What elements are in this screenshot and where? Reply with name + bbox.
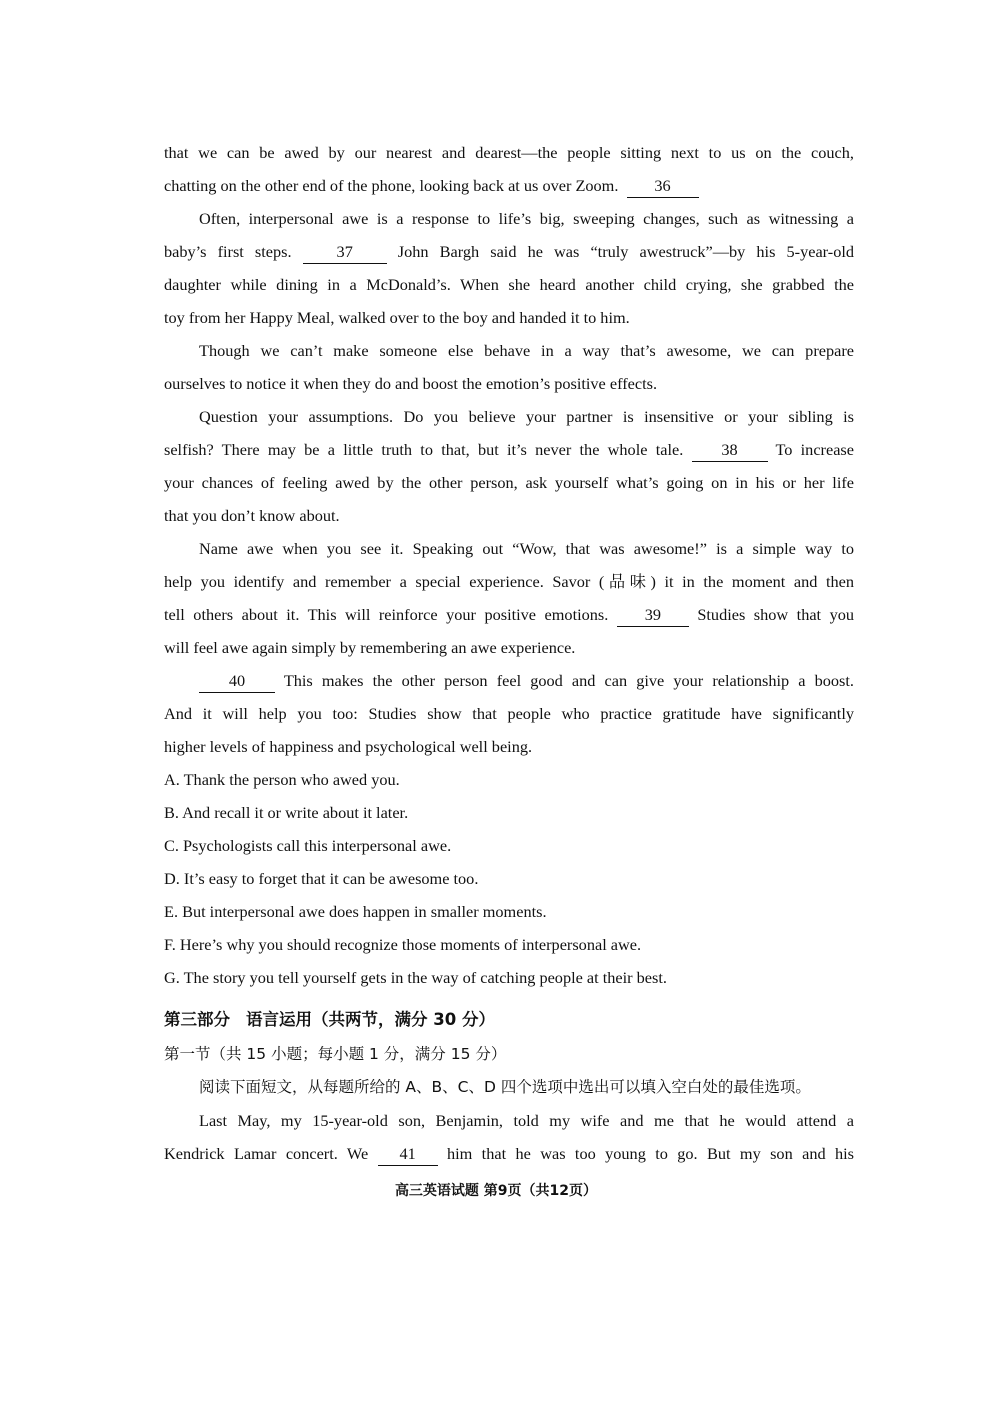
passage-line: higher levels of happiness and psychological well being. [164, 737, 533, 756]
passage-line: chatting on the other end of the phone, looking back at us over Zoom. 36 [164, 169, 854, 202]
passage-line: Name awe when you see it. Speaking out “Wow, that was awesome!” is a simple way to [199, 539, 854, 558]
blank-41[interactable]: 41 [378, 1143, 438, 1166]
section-heading: 第一节（共 15 小题；每小题 1 分，满分 15 分） [164, 1045, 507, 1063]
option-d: D. It’s easy to forget that it can be awesome too. [164, 869, 479, 888]
option-b: B. And recall it or write about it later. [164, 803, 409, 822]
option-f: F. Here’s why you should recognize those moments of interpersonal awe. [164, 935, 642, 954]
option-c: C. Psychologists call this interpersonal awe. [164, 836, 452, 855]
part-heading: 第三部分 语言运用（共两节，满分 30 分） [164, 1010, 495, 1029]
instruction-text: 阅读下面短文，从每题所给的 A、B、C、D 四个选项中选出可以填入空白处的最佳选项。 [199, 1078, 811, 1096]
passage-line: help you identify and remember a special experience. Savor (品味) it in the moment and then [164, 572, 854, 591]
passage-line: that we can be awed by our nearest and dearest—the people sitting next to us on the couch, [164, 143, 854, 162]
passage-line: Question your assumptions. Do you believe your partner is insensitive or your sibling is [199, 407, 854, 426]
passage-line: selfish? There may be a little truth to that, but it’s never the whole tale. 38 To increase [164, 433, 854, 466]
blank-39[interactable]: 39 [617, 604, 689, 627]
passage-line: daughter while dining in a McDonald’s. When she heard another child crying, she grabbed the [164, 275, 854, 294]
option-a: A. Thank the person who awed you. [164, 770, 400, 789]
option-e: E. But interpersonal awe does happen in smaller moments. [164, 902, 547, 921]
blank-37[interactable]: 37 [303, 241, 387, 264]
passage-line: ourselves to notice it when they do and boost the emotion’s positive effects. [164, 374, 658, 393]
passage-line: Though we can’t make someone else behave in a way that’s awesome, we can prepare [199, 341, 854, 360]
passage-line: Last May, my 15-year-old son, Benjamin, told my wife and me that he would attend a [199, 1111, 854, 1130]
blank-36[interactable]: 36 [627, 175, 699, 198]
page-footer: 高三英语试题 第9页（共12页） [394, 1183, 598, 1199]
passage-line: baby’s first steps. 37 John Bargh said he was “truly awestruck”—by his 5-year-old [164, 235, 854, 268]
passage-line: will feel awe again simply by remembering an awe experience. [164, 638, 576, 657]
blank-40[interactable]: 40 [199, 670, 275, 693]
passage-line: tell others about it. This will reinforce your positive emotions. 39 Studies show that you [164, 598, 854, 631]
exam-page [164, 136, 854, 1170]
passage-line: Kendrick Lamar concert. We 41 him that he was too young to go. But my son and his [164, 1137, 854, 1170]
passage-line: Often, interpersonal awe is a response to life’s big, sweeping changes, such as witnessing a [199, 209, 854, 228]
blank-38[interactable]: 38 [692, 439, 768, 462]
passage-line: And it will help you too: Studies show that people who practice gratitude have significantly [164, 704, 854, 723]
option-g: G. The story you tell yourself gets in the way of catching people at their best. [164, 968, 667, 987]
passage-line: that you don’t know about. [164, 506, 340, 525]
passage-line: your chances of feeling awed by the other person, ask yourself what’s going on in his or her life [164, 473, 854, 492]
passage-line: 40 This makes the other person feel good and can give your relationship a boost. [164, 664, 854, 697]
passage-line: toy from her Happy Meal, walked over to the boy and handed it to him. [164, 308, 630, 327]
